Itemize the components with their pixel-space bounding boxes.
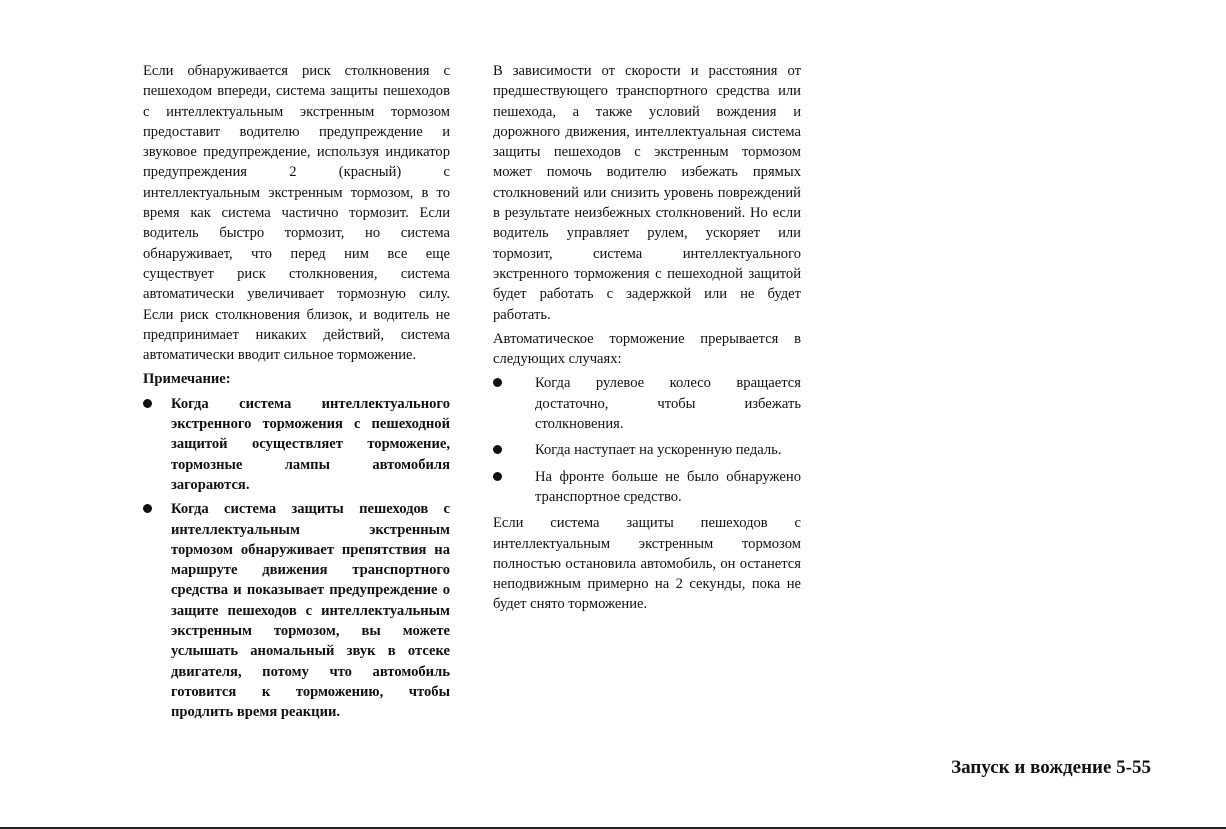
bullet-icon: [143, 399, 152, 408]
note-item: [143, 394, 450, 495]
page-footer-title: Запуск и вождение 5-55: [951, 757, 1151, 778]
case-item-text: Когда рулевое колесо вращается достаточно, чтобы избежать столкновения.: [535, 375, 801, 433]
right-column: [493, 61, 801, 619]
note-item-text: Когда система интеллектуального экстренного торможения с пешеходной защитой осуществляет торможение, тормозные лампы автомобиля загораются.: [171, 395, 450, 493]
note-item-text: Когда система защиты пешеходов с интеллектуальным экстренным тормозом обнаруживает препятствия на маршруте движения транспортного средства и показывает предупреждение о защите пешеходов с интеллектуальным экстренным тормозом, вы можете услышать аномальный звук в отсеке двигателя, потому что автомобиль готовится к торможению, чтобы продлить время реакции.: [171, 501, 450, 721]
case-item-text: На фронте больше не было обнаружено транспортное средство.: [535, 468, 801, 505]
bullet-icon: [493, 472, 502, 481]
bullet-icon: [143, 504, 152, 513]
intro-paragraph: Если обнаруживается риск столкновения с пешеходом впереди, система защиты пешеходов с интеллектуальным экстренным тормозом предоставит водителю предупреждение и звуковое предупреждение, используя индикатор предупреждения 2 (красный) с интеллектуальным экстренным тормозом, в то время как система частично тормозит. Если водитель быстро тормозит, но система обнаруживает, что перед ним все еще существует риск столкновения, система автоматически увеличивает тормозную силу. Если риск столкновения близок, и водитель не предпринимает никаких действий, система автоматически вводит сильное торможение.: [143, 63, 450, 364]
note-heading: Примечание:: [143, 371, 231, 388]
note-list: [143, 394, 450, 723]
case-item: [493, 440, 801, 460]
case-item: [493, 467, 801, 508]
bullet-icon: [493, 445, 502, 454]
case-item: [493, 373, 801, 434]
interruption-intro: Автоматическое торможение прерывается в следующих случаях:: [493, 330, 801, 368]
stop-paragraph: Если система защиты пешеходов с интеллектуальным экстренным тормозом полностью остановила автомобиль, он останется неподвижным примерно на 2 секунды, пока не будет снято торможение.: [493, 515, 801, 613]
case-item-text: Когда наступает на ускоренную педаль.: [535, 442, 782, 459]
bullet-icon: [493, 378, 502, 387]
interruption-cases-list: [493, 373, 801, 507]
note-item: [143, 499, 450, 722]
conditions-paragraph: В зависимости от скорости и расстояния от предшествующего транспортного средства или пешехода, а также условий вождения и дорожного движения, интеллектуальная система защиты пешеходов с экстренным тормозом может помочь водителю избежать прямых столкновений или снизить уровень повреждений в результате неизбежных столкновений. Но если водитель управляет рулем, ускоряет или тормозит, система интеллектуального экстренного торможения с пешеходной защитой будет работать с задержкой или не будет работать.: [493, 63, 801, 323]
left-column: [143, 61, 450, 727]
